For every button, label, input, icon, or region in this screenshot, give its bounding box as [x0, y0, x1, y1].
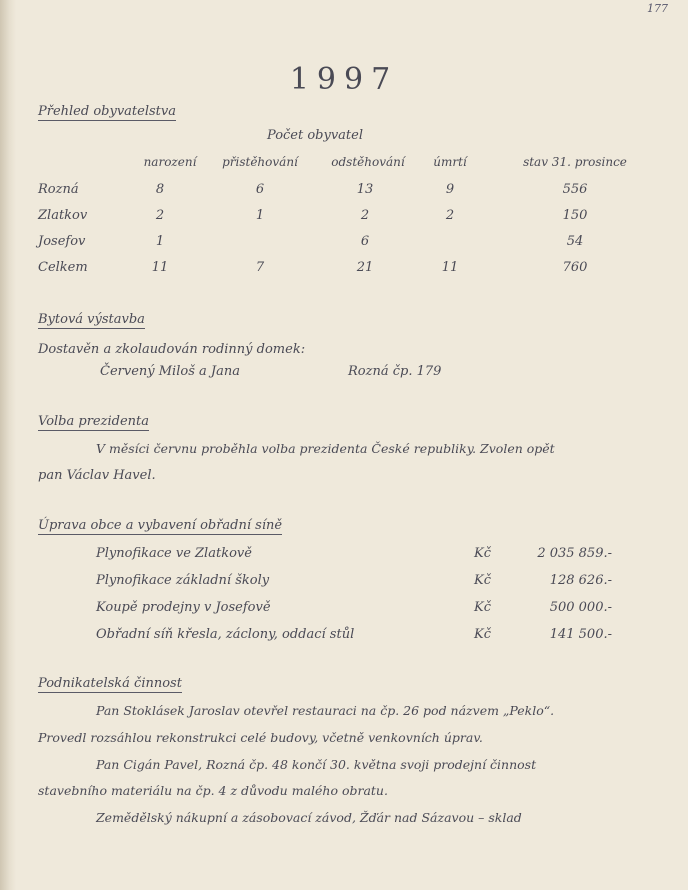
col-header-immigrated: přistěhování — [222, 155, 298, 169]
business-text-line: Pan Cigán Pavel, Rozná čp. 48 končí 30. května svoji prodejní činnost — [96, 757, 537, 772]
table-cell: 2 — [360, 208, 370, 223]
business-text-line: Provedl rozsáhlou rekonstrukci celé budovy, včetně venkovních úprav. — [38, 730, 483, 745]
table-cell: 150 — [562, 208, 588, 223]
business-text-line: Zemědělský nákupní a zásobovací závod, Žďár nad Sázavou – sklad — [96, 810, 522, 825]
row-label-rozna: Rozná — [38, 182, 79, 197]
housing-text: Dostavěn a zkolaudován rodinný domek: — [38, 342, 306, 357]
table-cell: 2 — [445, 208, 455, 223]
expense-item: Plynofikace ve Zlatkově — [96, 546, 252, 561]
election-text-line1: V měsíci červnu proběhla volba prezidenta České republiky. Zvolen opět — [96, 441, 555, 456]
expense-amount: 2 035 859.- — [537, 546, 612, 561]
col-header-emigrated: odstěhování — [331, 155, 405, 169]
col-header-deaths: úmrtí — [433, 155, 467, 169]
table-cell: 54 — [566, 234, 584, 249]
table-cell: 8 — [155, 182, 165, 197]
col-header-status: stav 31. prosince — [523, 155, 627, 169]
expense-currency: Kč — [474, 627, 491, 642]
year-title: 1997 — [289, 62, 399, 97]
population-heading: Přehled obyvatelstva — [38, 104, 176, 119]
housing-heading: Bytová výstavba — [38, 312, 145, 327]
expense-currency: Kč — [474, 600, 491, 615]
table-cell: 21 — [356, 260, 374, 275]
row-label-josefov: Josefov — [38, 234, 86, 249]
housing-address: Rozná čp. 179 — [348, 364, 442, 379]
population-group-header: Počet obyvatel — [266, 128, 364, 143]
expense-item: Plynofikace základní školy — [96, 573, 270, 588]
business-heading: Podnikatelská činnost — [38, 676, 182, 691]
table-cell: 9 — [445, 182, 455, 197]
table-cell: 6 — [255, 182, 265, 197]
table-cell: 13 — [356, 182, 374, 197]
election-text-line2: pan Václav Havel. — [38, 468, 156, 483]
expense-amount: 141 500.- — [549, 627, 612, 642]
table-cell: 7 — [255, 260, 265, 275]
table-cell: 11 — [441, 260, 459, 275]
expense-item: Obřadní síň křesla, záclony, oddací stůl — [96, 627, 355, 642]
col-header-births: narození — [143, 155, 197, 169]
expense-amount: 128 626.- — [549, 573, 612, 588]
table-cell: 2 — [155, 208, 165, 223]
improvements-heading: Úprava obce a vybavení obřadní síně — [38, 518, 283, 533]
page-binding — [0, 0, 16, 890]
election-heading: Volba prezidenta — [38, 414, 149, 429]
row-label-total: Celkem — [38, 260, 88, 275]
table-cell: 1 — [255, 208, 265, 223]
page-number: 177 — [647, 2, 668, 15]
table-cell: 6 — [360, 234, 370, 249]
table-cell: 1 — [155, 234, 165, 249]
table-cell: 556 — [562, 182, 588, 197]
table-cell: 760 — [562, 260, 588, 275]
table-cell: 11 — [151, 260, 169, 275]
business-text-line: Pan Stoklásek Jaroslav otevřel restauraci na čp. 26 pod názvem „Peklo“. — [96, 703, 555, 718]
expense-amount: 500 000.- — [549, 600, 612, 615]
row-label-zlatkov: Zlatkov — [38, 208, 88, 223]
business-text-line: stavebního materiálu na čp. 4 z důvodu malého obratu. — [38, 783, 388, 798]
expense-currency: Kč — [474, 546, 491, 561]
expense-item: Koupě prodejny v Josefově — [96, 600, 271, 615]
expense-currency: Kč — [474, 573, 491, 588]
housing-owner: Červený Miloš a Jana — [100, 364, 240, 379]
